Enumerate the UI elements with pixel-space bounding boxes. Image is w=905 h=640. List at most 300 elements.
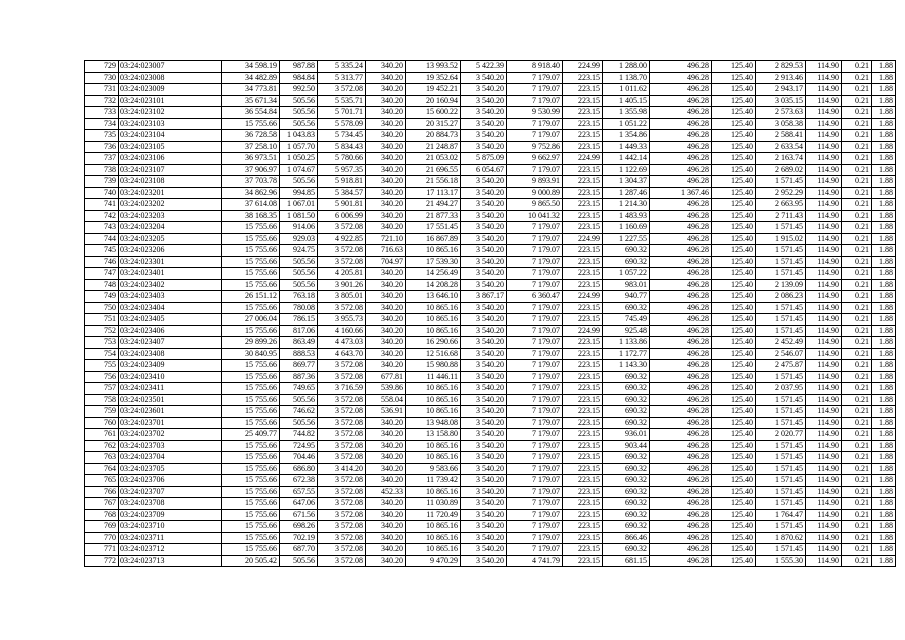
value-cell: 114.90 <box>806 153 842 165</box>
value-cell: 0.21 <box>842 371 872 383</box>
table-row <box>85 314 896 326</box>
value-cell: 340.20 <box>366 475 406 487</box>
value-cell: 1.88 <box>872 314 896 326</box>
value-cell: 1 571.45 <box>756 417 806 429</box>
value-cell: 505.56 <box>280 417 318 429</box>
table-row <box>85 222 896 234</box>
code-cell: 03:24:023406 <box>119 325 222 337</box>
value-cell: 3 540.20 <box>461 210 507 222</box>
value-cell: 496.28 <box>650 302 712 314</box>
value-cell: 223.15 <box>563 440 603 452</box>
value-cell: 25 409.77 <box>222 429 280 441</box>
value-cell: 903.44 <box>603 440 650 452</box>
value-cell: 15 755.66 <box>222 463 280 475</box>
code-cell: 03:24:023707 <box>119 486 222 498</box>
value-cell: 125.40 <box>712 463 756 475</box>
value-cell: 7 179.07 <box>507 84 563 96</box>
table-row <box>85 176 896 188</box>
row-number-cell: 732 <box>85 95 119 107</box>
value-cell: 3 572.08 <box>318 371 366 383</box>
value-cell: 496.28 <box>650 291 712 303</box>
value-cell: 223.15 <box>563 95 603 107</box>
value-cell: 1.88 <box>872 84 896 96</box>
value-cell: 1 571.45 <box>756 245 806 257</box>
value-cell: 125.40 <box>712 383 756 395</box>
value-cell: 1.88 <box>872 544 896 556</box>
value-cell: 924.75 <box>280 245 318 257</box>
code-cell: 03:24:023708 <box>119 498 222 510</box>
value-cell: 0.21 <box>842 84 872 96</box>
value-cell: 125.40 <box>712 509 756 521</box>
value-cell: 866.46 <box>603 532 650 544</box>
table-row <box>85 279 896 291</box>
value-cell: 1 287.46 <box>603 187 650 199</box>
value-cell: 1.88 <box>872 187 896 199</box>
code-cell: 03:24:023601 <box>119 406 222 418</box>
code-cell: 03:24:023203 <box>119 210 222 222</box>
value-cell: 15 755.66 <box>222 521 280 533</box>
value-cell: 3 540.20 <box>461 429 507 441</box>
value-cell: 2 037.95 <box>756 383 806 395</box>
code-cell: 03:24:023301 <box>119 256 222 268</box>
value-cell: 15 600.22 <box>406 107 461 119</box>
value-cell: 114.90 <box>806 555 842 567</box>
value-cell: 3 572.08 <box>318 452 366 464</box>
value-cell: 114.90 <box>806 371 842 383</box>
value-cell: 505.56 <box>280 95 318 107</box>
row-number-cell: 730 <box>85 72 119 84</box>
value-cell: 3 572.08 <box>318 245 366 257</box>
value-cell: 16 290.66 <box>406 337 461 349</box>
code-cell: 03:24:023711 <box>119 532 222 544</box>
row-number-cell: 742 <box>85 210 119 222</box>
value-cell: 9 865.50 <box>507 199 563 211</box>
value-cell: 505.56 <box>280 394 318 406</box>
value-cell: 1 172.77 <box>603 348 650 360</box>
value-cell: 745.49 <box>603 314 650 326</box>
value-cell: 5 535.71 <box>318 95 366 107</box>
value-cell: 11 739.42 <box>406 475 461 487</box>
value-cell: 223.15 <box>563 429 603 441</box>
value-cell: 3 540.20 <box>461 314 507 326</box>
value-cell: 3 572.08 <box>318 555 366 567</box>
value-cell: 3 414.20 <box>318 463 366 475</box>
value-cell: 13 993.52 <box>406 61 461 73</box>
value-cell: 7 179.07 <box>507 360 563 372</box>
value-cell: 1 571.45 <box>756 314 806 326</box>
value-cell: 3 540.20 <box>461 440 507 452</box>
value-cell: 1 057.70 <box>280 141 318 153</box>
row-number-cell: 746 <box>85 256 119 268</box>
value-cell: 114.90 <box>806 544 842 556</box>
value-cell: 114.90 <box>806 268 842 280</box>
value-cell: 1 483.93 <box>603 210 650 222</box>
value-cell: 690.32 <box>603 463 650 475</box>
row-number-cell: 754 <box>85 348 119 360</box>
value-cell: 114.90 <box>806 95 842 107</box>
value-cell: 1.88 <box>872 141 896 153</box>
value-cell: 26 151.12 <box>222 291 280 303</box>
value-cell: 340.20 <box>366 153 406 165</box>
value-cell: 21 248.87 <box>406 141 461 153</box>
value-cell: 114.90 <box>806 222 842 234</box>
value-cell: 5 422.39 <box>461 61 507 73</box>
value-cell: 690.32 <box>603 498 650 510</box>
value-cell: 1 915.02 <box>756 233 806 245</box>
value-cell: 114.90 <box>806 521 842 533</box>
value-cell: 34 598.19 <box>222 61 280 73</box>
value-cell: 1 571.45 <box>756 176 806 188</box>
value-cell: 3 540.20 <box>461 72 507 84</box>
value-cell: 10 041.32 <box>507 210 563 222</box>
value-cell: 671.56 <box>280 509 318 521</box>
value-cell: 3 540.20 <box>461 532 507 544</box>
value-cell: 114.90 <box>806 406 842 418</box>
value-cell: 223.15 <box>563 164 603 176</box>
value-cell: 37 906.97 <box>222 164 280 176</box>
value-cell: 340.20 <box>366 268 406 280</box>
row-number-cell: 756 <box>85 371 119 383</box>
value-cell: 36 554.84 <box>222 107 280 119</box>
value-cell: 1 571.45 <box>756 498 806 510</box>
value-cell: 20 505.42 <box>222 555 280 567</box>
value-cell: 1.88 <box>872 440 896 452</box>
row-number-cell: 768 <box>85 509 119 521</box>
value-cell: 125.40 <box>712 268 756 280</box>
code-cell: 03:24:023407 <box>119 337 222 349</box>
value-cell: 2 588.41 <box>756 130 806 142</box>
value-cell: 5 384.57 <box>318 187 366 199</box>
value-cell: 2 913.46 <box>756 72 806 84</box>
value-cell: 125.40 <box>712 130 756 142</box>
value-cell: 10 865.16 <box>406 440 461 452</box>
value-cell: 3 572.08 <box>318 521 366 533</box>
value-cell: 496.28 <box>650 429 712 441</box>
value-cell: 0.21 <box>842 532 872 544</box>
value-cell: 1 571.45 <box>756 371 806 383</box>
table-row <box>85 72 896 84</box>
value-cell: 496.28 <box>650 95 712 107</box>
value-cell: 125.40 <box>712 452 756 464</box>
value-cell: 3 572.08 <box>318 532 366 544</box>
value-cell: 887.36 <box>280 371 318 383</box>
value-cell: 7 179.07 <box>507 371 563 383</box>
table-row <box>85 544 896 556</box>
value-cell: 0.21 <box>842 222 872 234</box>
value-cell: 15 755.66 <box>222 118 280 130</box>
row-number-cell: 751 <box>85 314 119 326</box>
value-cell: 4 160.66 <box>318 325 366 337</box>
value-cell: 340.20 <box>366 84 406 96</box>
value-cell: 114.90 <box>806 429 842 441</box>
table-row <box>85 233 896 245</box>
table-row <box>85 141 896 153</box>
value-cell: 1 571.45 <box>756 268 806 280</box>
value-cell: 27 006.04 <box>222 314 280 326</box>
value-cell: 21 053.02 <box>406 153 461 165</box>
row-number-cell: 763 <box>85 452 119 464</box>
code-cell: 03:24:023403 <box>119 291 222 303</box>
value-cell: 11 030.89 <box>406 498 461 510</box>
value-cell: 223.15 <box>563 521 603 533</box>
value-cell: 0.21 <box>842 302 872 314</box>
value-cell: 1 571.45 <box>756 521 806 533</box>
table-row <box>85 61 896 73</box>
value-cell: 125.40 <box>712 302 756 314</box>
code-cell: 03:24:023101 <box>119 95 222 107</box>
value-cell: 505.56 <box>280 107 318 119</box>
value-cell: 7 179.07 <box>507 72 563 84</box>
value-cell: 496.28 <box>650 176 712 188</box>
value-cell: 114.90 <box>806 233 842 245</box>
value-cell: 2 952.29 <box>756 187 806 199</box>
value-cell: 114.90 <box>806 498 842 510</box>
value-cell: 223.15 <box>563 141 603 153</box>
value-cell: 21 877.33 <box>406 210 461 222</box>
value-cell: 15 755.66 <box>222 406 280 418</box>
row-number-cell: 767 <box>85 498 119 510</box>
value-cell: 496.28 <box>650 61 712 73</box>
value-cell: 21 696.55 <box>406 164 461 176</box>
value-cell: 724.95 <box>280 440 318 452</box>
value-cell: 37 703.78 <box>222 176 280 188</box>
code-cell: 03:24:023401 <box>119 268 222 280</box>
code-cell: 03:24:023206 <box>119 245 222 257</box>
code-cell: 03:24:023405 <box>119 314 222 326</box>
value-cell: 340.20 <box>366 95 406 107</box>
value-cell: 7 179.07 <box>507 245 563 257</box>
code-cell: 03:24:023201 <box>119 187 222 199</box>
value-cell: 223.15 <box>563 302 603 314</box>
value-cell: 3 572.08 <box>318 302 366 314</box>
value-cell: 2 546.07 <box>756 348 806 360</box>
value-cell: 8 918.40 <box>507 61 563 73</box>
value-cell: 3 540.20 <box>461 348 507 360</box>
value-cell: 7 179.07 <box>507 337 563 349</box>
value-cell: 1 571.45 <box>756 440 806 452</box>
value-cell: 223.15 <box>563 84 603 96</box>
table-row <box>85 371 896 383</box>
value-cell: 9 583.66 <box>406 463 461 475</box>
value-cell: 340.20 <box>366 360 406 372</box>
value-cell: 1.88 <box>872 279 896 291</box>
table-row <box>85 498 896 510</box>
value-cell: 114.90 <box>806 141 842 153</box>
code-cell: 03:24:023408 <box>119 348 222 360</box>
value-cell: 125.40 <box>712 555 756 567</box>
value-cell: 223.15 <box>563 210 603 222</box>
value-cell: 686.80 <box>280 463 318 475</box>
value-cell: 690.32 <box>603 486 650 498</box>
value-cell: 3 540.20 <box>461 383 507 395</box>
value-cell: 15 755.66 <box>222 360 280 372</box>
value-cell: 1 122.69 <box>603 164 650 176</box>
table-row <box>85 555 896 567</box>
value-cell: 223.15 <box>563 532 603 544</box>
code-cell: 03:24:023102 <box>119 107 222 119</box>
value-cell: 1.88 <box>872 452 896 464</box>
value-cell: 340.20 <box>366 498 406 510</box>
value-cell: 1 214.30 <box>603 199 650 211</box>
value-cell: 223.15 <box>563 452 603 464</box>
value-cell: 7 179.07 <box>507 429 563 441</box>
value-cell: 7 179.07 <box>507 130 563 142</box>
value-cell: 223.15 <box>563 544 603 556</box>
value-cell: 10 865.16 <box>406 245 461 257</box>
value-cell: 125.40 <box>712 84 756 96</box>
value-cell: 1.88 <box>872 291 896 303</box>
value-cell: 690.32 <box>603 383 650 395</box>
value-cell: 3 540.20 <box>461 107 507 119</box>
value-cell: 340.20 <box>366 141 406 153</box>
value-cell: 223.15 <box>563 279 603 291</box>
value-cell: 3 572.08 <box>318 360 366 372</box>
value-cell: 19 452.21 <box>406 84 461 96</box>
table-row <box>85 95 896 107</box>
value-cell: 1 571.45 <box>756 325 806 337</box>
row-number-cell: 752 <box>85 325 119 337</box>
value-cell: 1 074.67 <box>280 164 318 176</box>
value-cell: 223.15 <box>563 222 603 234</box>
value-cell: 15 755.66 <box>222 268 280 280</box>
value-cell: 223.15 <box>563 406 603 418</box>
value-cell: 125.40 <box>712 291 756 303</box>
value-cell: 690.32 <box>603 544 650 556</box>
code-cell: 03:24:023704 <box>119 452 222 464</box>
row-number-cell: 760 <box>85 417 119 429</box>
value-cell: 12 516.68 <box>406 348 461 360</box>
value-cell: 1 143.30 <box>603 360 650 372</box>
value-cell: 114.90 <box>806 383 842 395</box>
value-cell: 0.21 <box>842 279 872 291</box>
value-cell: 888.53 <box>280 348 318 360</box>
value-cell: 716.63 <box>366 245 406 257</box>
value-cell: 690.32 <box>603 302 650 314</box>
value-cell: 340.20 <box>366 302 406 314</box>
value-cell: 3 572.08 <box>318 498 366 510</box>
table-row <box>85 325 896 337</box>
value-cell: 340.20 <box>366 222 406 234</box>
code-cell: 03:24:023705 <box>119 463 222 475</box>
value-cell: 114.90 <box>806 360 842 372</box>
value-cell: 496.28 <box>650 521 712 533</box>
row-number-cell: 766 <box>85 486 119 498</box>
code-cell: 03:24:023105 <box>119 141 222 153</box>
code-cell: 03:24:023713 <box>119 555 222 567</box>
value-cell: 869.77 <box>280 360 318 372</box>
value-cell: 9 470.29 <box>406 555 461 567</box>
value-cell: 1.88 <box>872 164 896 176</box>
value-cell: 3 540.20 <box>461 84 507 96</box>
value-cell: 3 716.59 <box>318 383 366 395</box>
code-cell: 03:24:023108 <box>119 176 222 188</box>
value-cell: 3 955.73 <box>318 314 366 326</box>
value-cell: 0.21 <box>842 130 872 142</box>
value-cell: 125.40 <box>712 417 756 429</box>
value-cell: 15 755.66 <box>222 222 280 234</box>
value-cell: 1.88 <box>872 463 896 475</box>
value-cell: 1 449.33 <box>603 141 650 153</box>
value-cell: 15 755.66 <box>222 544 280 556</box>
value-cell: 0.21 <box>842 509 872 521</box>
value-cell: 1.88 <box>872 348 896 360</box>
value-cell: 1 571.45 <box>756 452 806 464</box>
value-cell: 17 551.45 <box>406 222 461 234</box>
value-cell: 2 163.74 <box>756 153 806 165</box>
value-cell: 677.81 <box>366 371 406 383</box>
value-cell: 0.21 <box>842 210 872 222</box>
value-cell: 7 179.07 <box>507 417 563 429</box>
value-cell: 13 158.80 <box>406 429 461 441</box>
value-cell: 3 540.20 <box>461 245 507 257</box>
value-cell: 125.40 <box>712 279 756 291</box>
value-cell: 224.99 <box>563 291 603 303</box>
value-cell: 496.28 <box>650 475 712 487</box>
value-cell: 3 540.20 <box>461 187 507 199</box>
value-cell: 496.28 <box>650 222 712 234</box>
row-number-cell: 747 <box>85 268 119 280</box>
value-cell: 0.21 <box>842 325 872 337</box>
value-cell: 0.21 <box>842 406 872 418</box>
value-cell: 20 884.73 <box>406 130 461 142</box>
value-cell: 505.56 <box>280 555 318 567</box>
value-cell: 496.28 <box>650 348 712 360</box>
table-row <box>85 337 896 349</box>
row-number-cell: 758 <box>85 394 119 406</box>
value-cell: 1.88 <box>872 233 896 245</box>
value-cell: 125.40 <box>712 233 756 245</box>
value-cell: 0.21 <box>842 268 872 280</box>
value-cell: 0.21 <box>842 429 872 441</box>
value-cell: 10 865.16 <box>406 452 461 464</box>
row-number-cell: 738 <box>85 164 119 176</box>
value-cell: 496.28 <box>650 153 712 165</box>
table-row <box>85 348 896 360</box>
value-cell: 0.21 <box>842 176 872 188</box>
value-cell: 3 540.20 <box>461 463 507 475</box>
table-row <box>85 417 896 429</box>
value-cell: 125.40 <box>712 394 756 406</box>
code-cell: 03:24:023411 <box>119 383 222 395</box>
value-cell: 1.88 <box>872 406 896 418</box>
value-cell: 1 288.00 <box>603 61 650 73</box>
value-cell: 17 539.30 <box>406 256 461 268</box>
value-cell: 15 755.66 <box>222 452 280 464</box>
value-cell: 340.20 <box>366 72 406 84</box>
value-cell: 340.20 <box>366 164 406 176</box>
value-cell: 7 179.07 <box>507 95 563 107</box>
value-cell: 496.28 <box>650 394 712 406</box>
value-cell: 3 540.20 <box>461 521 507 533</box>
value-cell: 7 179.07 <box>507 118 563 130</box>
value-cell: 0.21 <box>842 360 872 372</box>
table-row <box>85 118 896 130</box>
value-cell: 2 663.95 <box>756 199 806 211</box>
value-cell: 496.28 <box>650 210 712 222</box>
value-cell: 15 755.66 <box>222 256 280 268</box>
value-cell: 1 405.15 <box>603 95 650 107</box>
value-cell: 10 865.16 <box>406 325 461 337</box>
value-cell: 3 540.20 <box>461 222 507 234</box>
value-cell: 0.21 <box>842 256 872 268</box>
value-cell: 1.88 <box>872 107 896 119</box>
row-number-cell: 762 <box>85 440 119 452</box>
value-cell: 817.06 <box>280 325 318 337</box>
value-cell: 702.19 <box>280 532 318 544</box>
value-cell: 35 671.34 <box>222 95 280 107</box>
table-body <box>85 61 896 567</box>
value-cell: 0.21 <box>842 72 872 84</box>
